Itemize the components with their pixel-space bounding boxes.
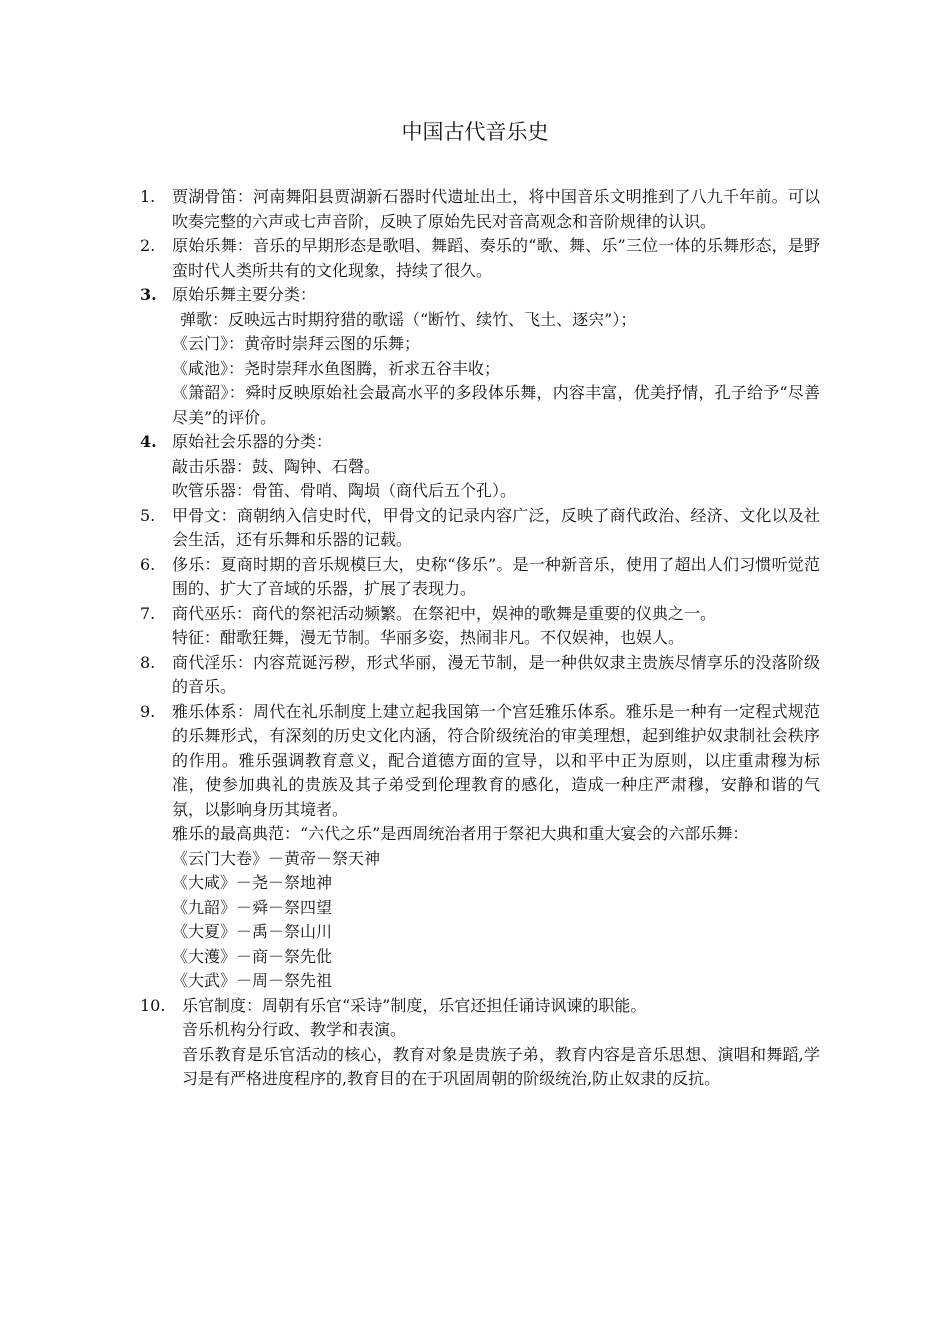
sub-line: 音乐机构分行政、教学和表演。 xyxy=(182,1020,407,1039)
item-text: 雅乐体系：周代在礼乐制度上建立起我国第一个宫廷雅乐体系。雅乐是一种有一定程式规范的乐舞形式，有深刻的历史文化内涵，符合阶级统治的审美理想，起到维护奴隶制社会秩序的作用。雅乐强调教育意义，配合道德方面的宣导，以和平中正为原则，以庄重肃穆为标准，使参加典礼的贵族及其子弟受到伦理教育的感化，造成一种庄严肃穆，安静和谐的气氛，以影响身历其境者。 xyxy=(172,701,820,819)
document-title: 中国古代音乐史 xyxy=(401,120,549,144)
item-text: 原始社会乐器的分类： xyxy=(172,432,333,451)
sub-line xyxy=(172,381,820,430)
item-number: 6. xyxy=(140,554,156,574)
dance-line: 《云门大卷》－黄帝－祭天神 xyxy=(172,848,381,868)
list-item-6 xyxy=(140,553,820,602)
item-number: 8. xyxy=(140,652,156,672)
item-text: 乐官制度：周朝有乐官“采诗”制度，乐官还担任诵诗讽谏的职能。 xyxy=(182,995,647,1015)
item-text: 商代巫乐：商代的祭祀活动频繁。在祭祀中，娱神的歌舞是重要的仪典之一。 xyxy=(172,603,717,623)
item-number: 10. xyxy=(140,995,166,1015)
item-number: 1. xyxy=(140,187,156,206)
item-number: 3. xyxy=(140,285,157,304)
item-number: 9. xyxy=(140,701,156,721)
sub-line: 敲击乐器：鼓、陶钟、石磬。 xyxy=(172,456,381,476)
item-extra: 特征：酣歌狂舞，漫无节制。华丽多姿，热闹非凡。不仅娱神，也娱人。 xyxy=(172,628,685,647)
item-extra: 雅乐的最高典范：“六代之乐”是西周统治者用于祭祀大典和重大宴会的六部乐舞： xyxy=(172,824,749,843)
item-number: 5. xyxy=(140,505,156,525)
item-number: 7. xyxy=(140,603,156,623)
dance-line: 《大咸》－尧－祭地神 xyxy=(172,873,333,892)
list-item-8 xyxy=(140,651,820,700)
dance-line: 《大濩》－商－祭先仳 xyxy=(172,946,333,966)
list-item-4 xyxy=(140,430,820,504)
list-item-10 xyxy=(140,994,820,1092)
sub-line: 音乐教育是乐官活动的核心，教育对象是贵族子弟，教育内容是音乐思想、演唱和舞蹈,学习是有严格进度程序的,教育目的在于巩固周朝的阶级统治,防止奴隶的反抗。 xyxy=(182,1044,820,1088)
item-text: 原始乐舞：音乐的早期形态是歌唱、舞蹈、奏乐的“歌、舞、乐”三位一体的乐舞形态，是野蛮时代人类所共有的文化现象，持续了很久。 xyxy=(172,236,820,280)
sub-line: 《云门》：黄帝时崇拜云图的乐舞； xyxy=(172,334,421,353)
list-item-2 xyxy=(140,234,820,283)
item-text: 贾湖骨笛：河南舞阳县贾湖新石器时代遗址出土，将中国音乐文明推到了八九千年前。可以吹奏完整的六声或七声音阶，反映了原始先民对音高观念和音阶规律的认识。 xyxy=(172,187,820,231)
item-number: 2. xyxy=(140,236,156,255)
sub-line: 弹歌：反映远古时期狩猎的歌谣（“断竹、续竹、飞土、逐宍”）； xyxy=(180,309,637,329)
item-text: 原始乐舞主要分类： xyxy=(172,285,317,304)
item-number: 4. xyxy=(140,432,157,451)
sub-line-text: 《箫韶》：舜时反映原始社会最高水平的多段体乐舞，内容丰富，优美抒情，孔子给予“尽善尽美”的评价。 xyxy=(172,383,820,427)
item-text: 侈乐：夏商时期的音乐规模巨大，史称“侈乐”。是一种新音乐，使用了超出人们习惯听觉范围的、扩大了音域的乐器，扩展了表现力。 xyxy=(172,554,820,598)
dance-line: 《大夏》－禹－祭山川 xyxy=(172,922,333,941)
item-text: 商代淫乐：内容荒诞污秽，形式华丽，漫无节制，是一种供奴隶主贵族尽情享乐的没落阶级的音乐。 xyxy=(172,652,820,696)
list-item-7 xyxy=(140,602,820,651)
list-item-5 xyxy=(140,504,820,553)
sub-line: 《咸池》：尧时崇拜水鱼图腾，祈求五谷丰收； xyxy=(172,358,501,378)
list-item-9 xyxy=(140,700,820,994)
dance-line: 《大武》－周－祭先祖 xyxy=(172,971,333,990)
sub-line: 吹管乐器：骨笛、骨哨、陶埙（商代后五个孔）。 xyxy=(172,481,517,500)
dance-line: 《九韶》－舜－祭四望 xyxy=(172,897,333,917)
document-body xyxy=(140,185,820,1092)
list-item-1 xyxy=(140,185,820,234)
list-item-3 xyxy=(140,283,820,430)
item-text: 甲骨文：商朝纳入信史时代，甲骨文的记录内容广泛，反映了商代政治、经济、文化以及社会生活，还有乐舞和乐器的记载。 xyxy=(172,505,820,549)
